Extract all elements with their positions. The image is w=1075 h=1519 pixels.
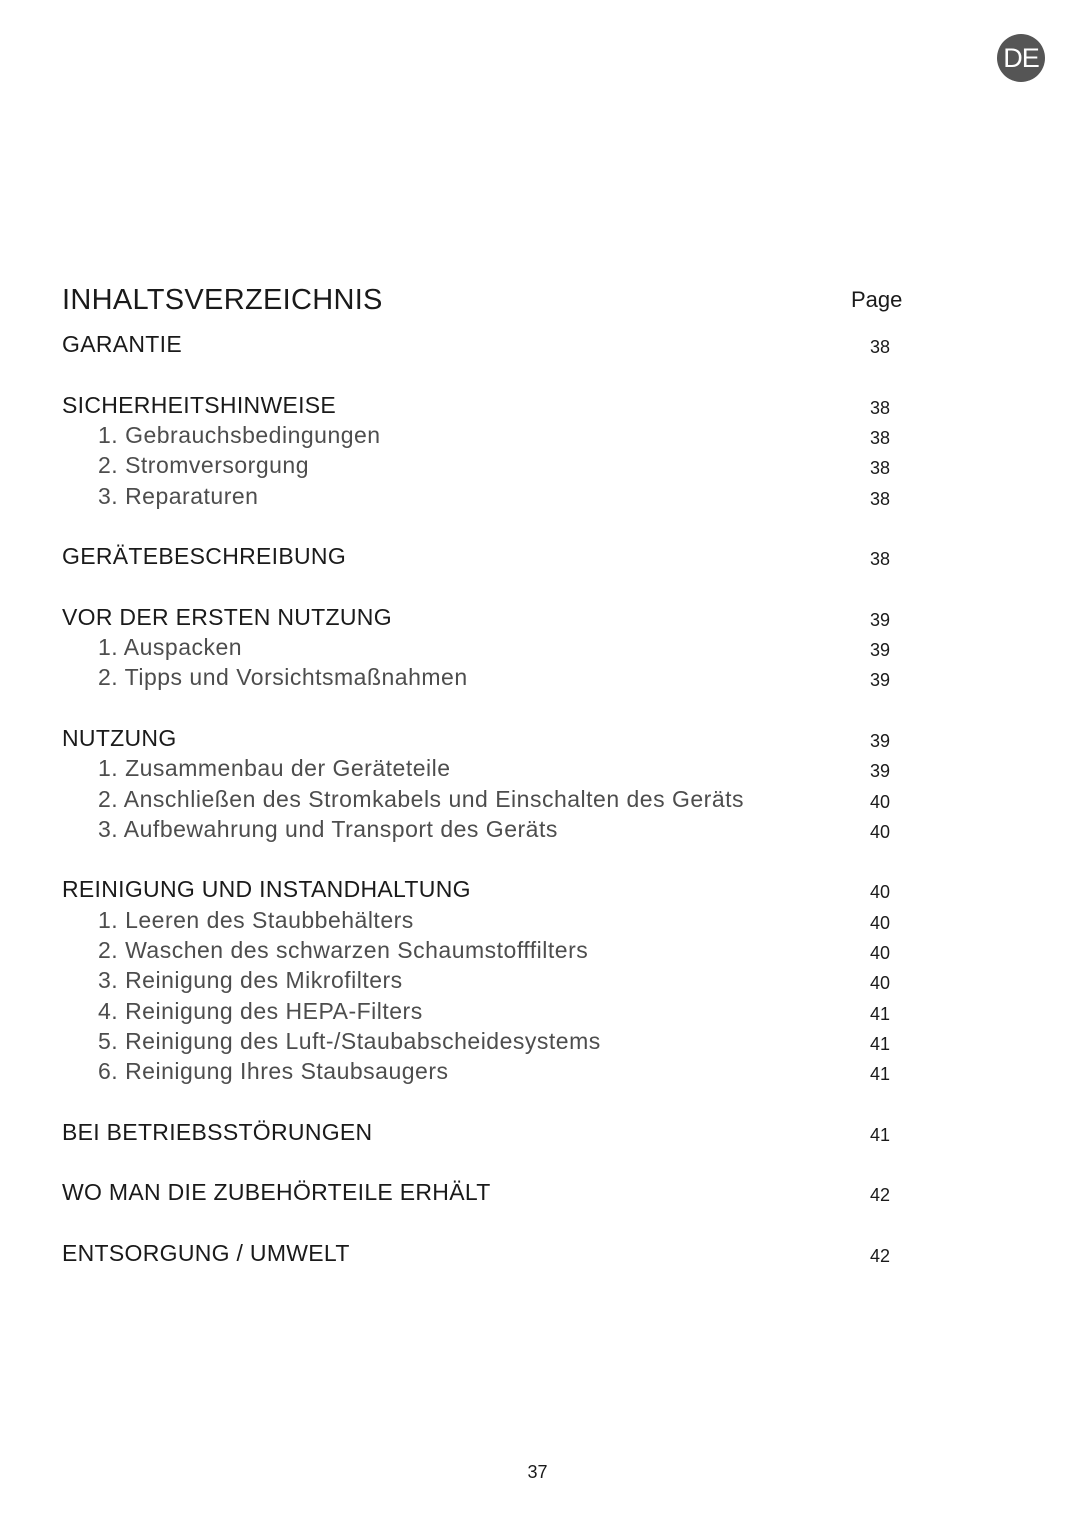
toc-title: INHALTSVERZEICHNIS [62, 284, 383, 316]
toc-section-page: 41 [870, 1124, 891, 1145]
toc-subitem-label: 3. Aufbewahrung und Transport des Geräts [98, 815, 558, 842]
toc-section[interactable] [0, 876, 1075, 906]
toc-subitem-label: 2. Anschließen des Stromkabels und Einschalten des Geräts [98, 785, 745, 812]
toc-subitem[interactable] [0, 786, 1075, 816]
toc-subitem-label: 1. Leeren des Staubbehälters [98, 906, 414, 933]
toc-section[interactable] [0, 1179, 1075, 1209]
toc-subitem[interactable] [0, 937, 1075, 967]
toc-subitem-page: 39 [870, 640, 891, 660]
toc-subitem-page: 38 [870, 427, 891, 448]
toc-subitem-label: 2. Stromversorgung [98, 452, 309, 479]
toc-subitem[interactable] [0, 1028, 1075, 1058]
toc-section-page: 39 [870, 609, 891, 630]
toc-subitem-label: 3. Reparaturen [98, 482, 259, 509]
toc-subitem-page: 41 [870, 1064, 891, 1085]
toc-subitem-page: 39 [870, 670, 891, 691]
toc-section-title: ENTSORGUNG / UMWELT [62, 1240, 350, 1266]
toc-subitem-label: 6. Reinigung Ihres Staubsaugers [98, 1058, 449, 1085]
toc-section-title: REINIGUNG UND INSTANDHALTUNG [62, 876, 471, 903]
toc-subitem[interactable] [0, 755, 1075, 785]
toc-subitem[interactable] [0, 1058, 1075, 1088]
toc-section[interactable] [0, 543, 1075, 573]
toc-subitem-label: 2. Tipps und Vorsichtsmaßnahmen [98, 664, 468, 691]
toc-section[interactable] [0, 331, 1075, 361]
toc-subitem-page: 40 [870, 791, 891, 812]
toc-subitem-label: 1. Zusammenbau der Geräteteile [98, 755, 451, 782]
toc-section-title: NUTZUNG [62, 724, 177, 751]
toc-section-page: 40 [870, 882, 891, 903]
toc-subitem-label: 1. Auspacken [98, 634, 243, 660]
toc-subitem-page: 38 [870, 458, 891, 479]
toc-section-title: GERÄTEBESCHREIBUNG [62, 543, 347, 570]
toc-subitem-page: 41 [870, 1033, 891, 1054]
toc-section-title: BEI BETRIEBSSTÖRUNGEN [62, 1118, 373, 1145]
toc-section-page: 42 [870, 1246, 891, 1266]
toc-subitem-page: 40 [870, 821, 891, 842]
toc-subitem[interactable] [0, 422, 1075, 452]
toc-subitem-label: 1. Gebrauchsbedingungen [98, 421, 381, 448]
toc-section[interactable] [0, 725, 1075, 755]
toc-subitem-label: 5. Reinigung des Luft-/Staubabscheidesystems [98, 1027, 601, 1054]
toc-section-page: 38 [870, 549, 891, 570]
toc-section-title: GARANTIE [62, 331, 182, 357]
toc-section-title: VOR DER ERSTEN NUTZUNG [62, 603, 392, 630]
toc-section-page: 38 [870, 337, 891, 357]
toc-section-page: 38 [870, 397, 891, 418]
toc-section[interactable] [0, 392, 1075, 422]
toc-subitem[interactable] [0, 816, 1075, 846]
toc-subitem-page: 40 [870, 973, 891, 994]
toc-section-title: WO MAN DIE ZUBEHÖRTEILE ERHÄLT [62, 1179, 491, 1206]
toc-section-page: 39 [870, 730, 891, 751]
toc-section-title: SICHERHEITSHINWEISE [62, 391, 337, 418]
toc-subitem[interactable] [0, 634, 1075, 664]
toc-subitem[interactable] [0, 998, 1075, 1028]
toc-subitem-page: 40 [870, 943, 891, 963]
toc-subitem[interactable] [0, 967, 1075, 997]
toc-section-page: 42 [870, 1185, 891, 1206]
toc-subitem-page: 38 [870, 488, 891, 509]
toc-subitem[interactable] [0, 483, 1075, 513]
toc-subitem-page: 41 [870, 1003, 891, 1024]
toc-subitem[interactable] [0, 907, 1075, 937]
toc-subitem-label: 2. Waschen des schwarzen Schaumstofffilters [98, 937, 589, 963]
page-column-header: Page [851, 287, 903, 312]
toc-subitem-label: 3. Reinigung des Mikrofilters [98, 967, 403, 994]
language-badge: DE [997, 34, 1045, 82]
toc-section[interactable] [0, 1119, 1075, 1149]
toc-subitem-page: 39 [870, 761, 891, 782]
toc-subitem[interactable] [0, 452, 1075, 482]
toc-section[interactable] [0, 1240, 1075, 1270]
page-number: 37 [527, 1462, 548, 1482]
toc-subitem-label: 4. Reinigung des HEPA-Filters [98, 997, 423, 1024]
toc-subitem-page: 40 [870, 912, 891, 933]
toc-section[interactable] [0, 604, 1075, 634]
toc-subitem[interactable] [0, 664, 1075, 694]
